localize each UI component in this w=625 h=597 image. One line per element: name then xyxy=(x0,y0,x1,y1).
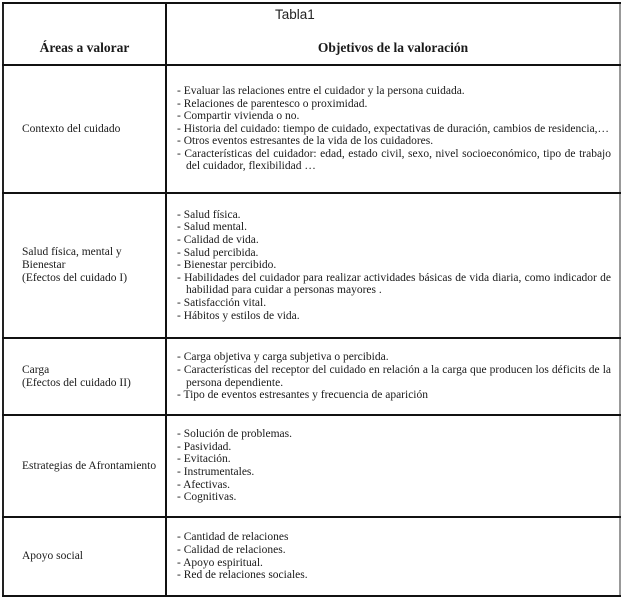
objectives-list xyxy=(177,85,611,173)
objective-item: - Salud percibida. xyxy=(177,246,259,259)
objectives-list xyxy=(177,428,611,504)
area-label: (Efectos del cuidado I) xyxy=(22,272,128,284)
table-row xyxy=(3,338,620,415)
objectives-cell xyxy=(166,415,620,517)
header-row xyxy=(3,3,620,65)
objective-item: - Red de relaciones sociales. xyxy=(177,569,308,582)
objective-item: - Características del receptor del cuidado en relación a la carga que producen los déficits de la persona dependiente. xyxy=(177,363,611,389)
objective-item: - Bienestar percibido. xyxy=(177,259,277,272)
objectives-list xyxy=(177,351,611,401)
objective-item: - Carga objetiva y carga subjetiva o percibida. xyxy=(177,351,389,364)
objective-item: - Tipo de eventos estresantes y frecuencia de aparición xyxy=(177,389,428,402)
objectives-cell xyxy=(166,193,620,338)
header-objetivos-label: Objetivos de la valoración xyxy=(317,40,469,55)
objective-item: - Relaciones de parentesco o proximidad. xyxy=(177,97,368,110)
table-row xyxy=(3,415,620,517)
objectives-cell xyxy=(166,517,620,596)
table-body xyxy=(3,65,620,596)
header-objetivos xyxy=(166,3,620,65)
objective-item: - Afectivas. xyxy=(177,478,231,491)
objective-item: - Pasividad. xyxy=(177,440,232,453)
objective-item: - Instrumentales. xyxy=(177,466,255,478)
objective-item: - Calidad de relaciones. xyxy=(177,543,286,556)
area-cell xyxy=(3,65,166,193)
objective-item: - Hábitos y estilos de vida. xyxy=(177,309,300,322)
objective-item: - Compartir vivienda o no. xyxy=(177,110,300,123)
objectives-list xyxy=(177,209,611,322)
area-label: Contexto del cuidado xyxy=(22,122,121,135)
objective-item: - Evitación. xyxy=(177,453,231,466)
objective-item: - Solución de problemas. xyxy=(177,428,292,441)
objective-item: - Apoyo espiritual. xyxy=(177,556,263,569)
objective-item: - Satisfacción vital. xyxy=(177,296,267,309)
area-label: Carga xyxy=(22,363,50,376)
table-row xyxy=(3,517,620,596)
objective-item: - Salud mental. xyxy=(177,221,247,234)
objective-item: - Salud física. xyxy=(177,208,241,221)
area-label: Estrategias de Afrontamiento xyxy=(22,459,157,472)
objectives-cell xyxy=(166,338,620,415)
objective-item: - Calidad de vida. xyxy=(177,234,259,247)
objective-item: - Características del cuidador: edad, estado civil, sexo, nivel socioeconómico, tipo de trabajo del cuidador, flexibilidad … xyxy=(177,147,611,173)
area-cell xyxy=(3,338,166,415)
objective-item: - Evaluar las relaciones entre el cuidador y la persona cuidada. xyxy=(177,84,465,97)
area-label: (Efectos del cuidado II) xyxy=(22,376,131,389)
table-row xyxy=(3,193,620,338)
area-label: Apoyo social xyxy=(22,550,84,562)
objective-item: - Cantidad de relaciones xyxy=(177,531,289,544)
objective-item: - Historia del cuidado: tiempo de cuidado, expectativas de duración, cambios de residencia,… xyxy=(177,122,610,135)
area-label: Salud física, mental y Bienestar xyxy=(22,246,122,271)
area-cell xyxy=(3,517,166,596)
objectives-cell xyxy=(166,65,620,193)
objective-item: - Otros eventos estresantes de la vida de los cuidadores. xyxy=(177,135,434,148)
header-areas: Áreas a valorar xyxy=(3,3,166,65)
table-row xyxy=(3,65,620,193)
objectives-list xyxy=(177,531,611,581)
objective-item: - Habilidades del cuidador para realizar actividades básicas de vida diaria, como indicador de habilidad para cuidar a personas mayores . xyxy=(177,271,611,297)
area-cell xyxy=(3,415,166,517)
table-title: Tabla1 xyxy=(275,7,315,22)
objective-item: - Cognitivas. xyxy=(177,491,237,504)
assessment-table xyxy=(2,2,621,597)
area-cell xyxy=(3,193,166,338)
